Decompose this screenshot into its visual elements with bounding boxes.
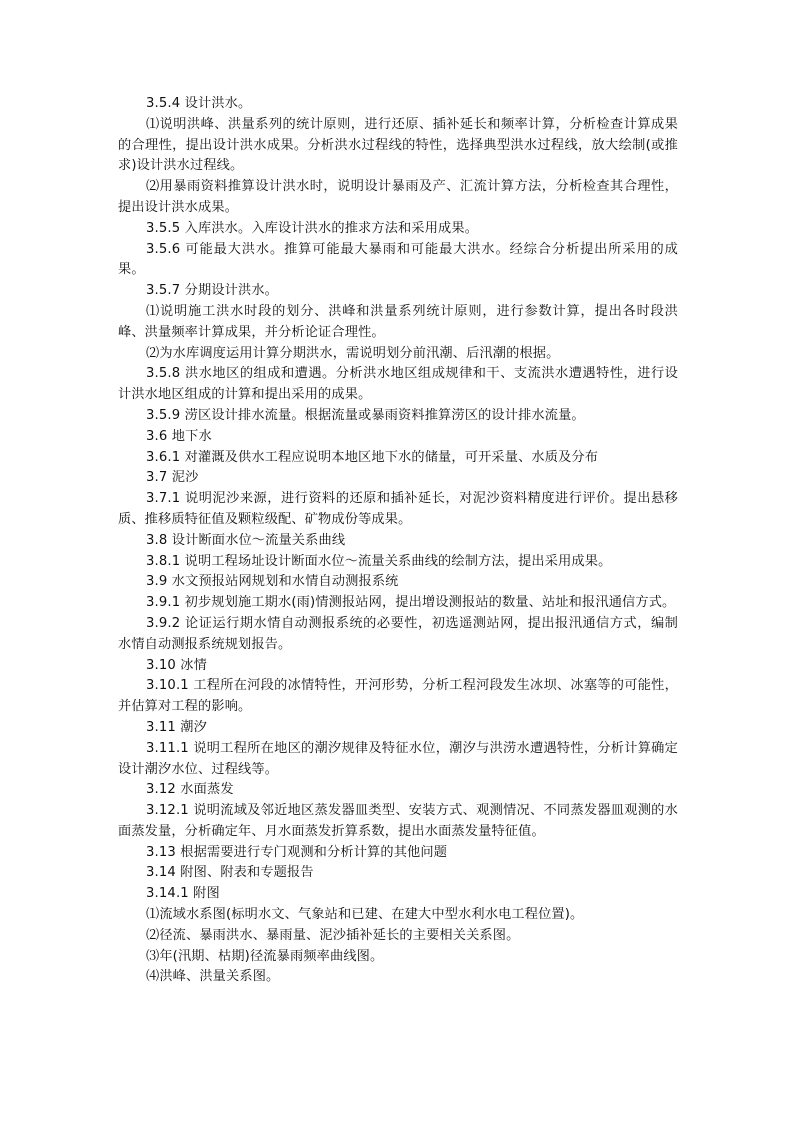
section-heading: 3.7 泥沙 xyxy=(146,470,199,486)
paragraph: 3.5.5 入库洪水。入库设计洪水的推求方法和采用成果。 xyxy=(146,220,479,236)
paragraph: 3.9.2 论证运行期水情自动测报系统的必要性，初选遥测站网，提出报汛通信方式，编制水情自动测报系统规划报告。 xyxy=(118,615,678,652)
document-body xyxy=(118,94,678,988)
section-heading: 3.13 根据需要进行专门观测和分析计算的其他问题 xyxy=(146,844,448,860)
paragraph: 3.5.6 可能最大洪水。推算可能最大暴雨和可能最大洪水。经综合分析提出所采用的成果。 xyxy=(118,241,678,278)
paragraph: 3.5.4 设计洪水。 xyxy=(146,96,252,111)
paragraph: 3.5.8 洪水地区的组成和遭遇。分析洪水地区组成规律和干、支流洪水遭遇特性，进行设计洪水地区组成的计算和提出采用的成果。 xyxy=(118,366,678,403)
section-heading: 3.14 附图、附表和专题报告 xyxy=(146,865,314,881)
paragraph: 3.5.7 分期设计洪水。 xyxy=(146,283,279,299)
paragraph: 3.8.1 说明工程场址设计断面水位～流量关系曲线的绘制方法，提出采用成果。 xyxy=(146,553,612,569)
section-heading: 3.9 水文预报站网规划和水情自动测报系统 xyxy=(146,574,399,590)
paragraph: 3.11.1 说明工程所在地区的潮汐规律及特征水位，潮汐与洪涝水遭遇特性，分析计算确定设计潮汐水位、过程线等。 xyxy=(118,740,678,777)
paragraph: 3.9.1 初步规划施工期水(雨)情测报站网，提出增设测报站的数量、站址和报汛通信方式。 xyxy=(146,595,676,611)
section-heading: 3.11 潮汐 xyxy=(146,719,207,735)
paragraph: 3.14.1 附图 xyxy=(146,886,220,902)
list-item: ⑴流域水系图(标明水文、气象站和已建、在建大中型水利水电工程位置)。 xyxy=(146,907,584,923)
section-heading: 3.6 地下水 xyxy=(146,428,212,444)
list-item: ⑵径流、暴雨洪水、暴雨量、泥沙插补延长的主要相关关系图。 xyxy=(146,927,520,943)
paragraph: 3.6.1 对灌溉及供水工程应说明本地区地下水的储量，可开采量、水质及分布 xyxy=(146,449,599,465)
paragraph: 3.5.9 涝区设计排水流量。根据流量或暴雨资料推算涝区的设计排水流量。 xyxy=(146,407,585,423)
list-item: ⑷洪峰、洪量关系图。 xyxy=(146,969,280,985)
paragraph: 3.10.1 工程所在河段的冰情特性，开河形势，分析工程河段发生冰坝、冰塞等的可能性，并估算对工程的影响。 xyxy=(118,678,678,715)
section-heading: 3.12 水面蒸发 xyxy=(146,782,234,798)
section-heading: 3.10 冰情 xyxy=(146,657,207,673)
paragraph: ⑴说明施工洪水时段的划分、洪峰和洪量系列统计原则，进行参数计算，提出各时段洪峰、洪量频率计算成果，并分析论证合理性。 xyxy=(118,303,678,340)
paragraph: ⑴说明洪峰、洪量系列的统计原则，进行还原、插补延长和频率计算，分析检查计算成果的合理性，提出设计洪水成果。分析洪水过程线的特性，选择典型洪水过程线，放大绘制(或推求)设计洪水过程线。 xyxy=(118,116,678,174)
list-item: ⑶年(汛期、枯期)径流暴雨频率曲线图。 xyxy=(146,948,384,964)
paragraph: ⑵为水库调度运用计算分期洪水，需说明划分前汛潮、后汛潮的根据。 xyxy=(146,345,560,361)
paragraph: ⑵用暴雨资料推算设计洪水时，说明设计暴雨及产、汇流计算方法，分析检查其合理性，提出设计洪水成果。 xyxy=(118,179,678,215)
paragraph: 3.7.1 说明泥沙来源，进行资料的还原和插补延长，对泥沙资料精度进行评价。提出悬移质、推移质特征值及颗粒级配、矿物成份等成果。 xyxy=(118,491,678,527)
section-heading: 3.8 设计断面水位～流量关系曲线 xyxy=(146,532,346,548)
paragraph: 3.12.1 说明流域及邻近地区蒸发器皿类型、安装方式、观测情况、不同蒸发器皿观测的水面蒸发量，分析确定年、月水面蒸发折算系数，提出水面蒸发量特征值。 xyxy=(118,803,678,839)
